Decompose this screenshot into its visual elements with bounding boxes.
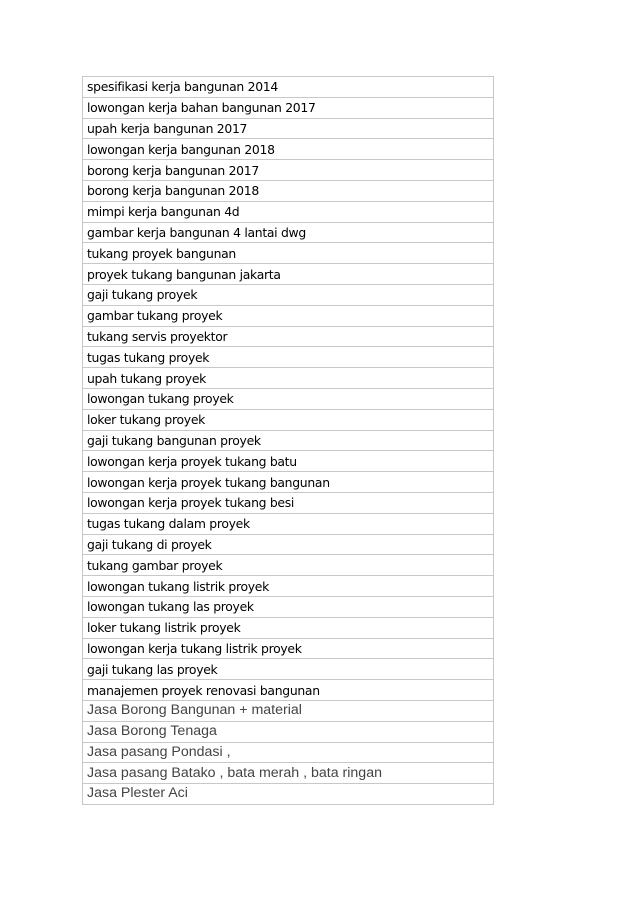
keyword-cell: lowongan kerja proyek tukang batu — [83, 451, 494, 472]
table-row — [83, 763, 494, 784]
table-row — [83, 388, 494, 409]
table-row — [83, 472, 494, 493]
keyword-cell: borong kerja bangunan 2018 — [83, 180, 494, 201]
keyword-cell: gambar kerja bangunan 4 lantai dwg — [83, 222, 494, 243]
keyword-cell: tukang gambar proyek — [83, 555, 494, 576]
service-cell: Jasa pasang Batako , bata merah , bata ringan — [83, 763, 494, 784]
keyword-cell: proyek tukang bangunan jakarta — [83, 264, 494, 285]
keyword-cell: borong kerja bangunan 2017 — [83, 160, 494, 181]
keyword-cell: lowongan tukang proyek — [83, 388, 494, 409]
table-row — [83, 492, 494, 513]
table-row — [83, 617, 494, 638]
table-row — [83, 160, 494, 181]
keyword-cell: lowongan kerja proyek tukang besi — [83, 492, 494, 513]
keyword-cell: gaji tukang las proyek — [83, 659, 494, 680]
service-cell: Jasa Plester Aci — [83, 784, 494, 805]
keyword-cell: lowongan kerja proyek tukang bangunan — [83, 472, 494, 493]
table-row — [83, 347, 494, 368]
table-row — [83, 534, 494, 555]
table-row — [83, 118, 494, 139]
keyword-cell: lowongan kerja bahan bangunan 2017 — [83, 97, 494, 118]
table-row — [83, 222, 494, 243]
table-row — [83, 264, 494, 285]
table-row — [83, 576, 494, 597]
table-row — [83, 97, 494, 118]
keyword-cell: tugas tukang proyek — [83, 347, 494, 368]
keyword-cell: lowongan kerja bangunan 2018 — [83, 139, 494, 160]
table-row — [83, 409, 494, 430]
keyword-cell: mimpi kerja bangunan 4d — [83, 201, 494, 222]
keyword-cell: spesifikasi kerja bangunan 2014 — [83, 77, 494, 98]
service-cell: Jasa Borong Bangunan + material — [83, 700, 494, 721]
table-row — [83, 742, 494, 763]
keyword-cell: upah tukang proyek — [83, 368, 494, 389]
table-row — [83, 680, 494, 701]
table-row — [83, 77, 494, 98]
keyword-cell: tugas tukang dalam proyek — [83, 513, 494, 534]
table-row — [83, 638, 494, 659]
table-row — [83, 180, 494, 201]
keyword-table — [82, 76, 494, 805]
table-row — [83, 784, 494, 805]
table-row — [83, 326, 494, 347]
keyword-cell: lowongan tukang listrik proyek — [83, 576, 494, 597]
table-row — [83, 555, 494, 576]
keyword-table-body — [83, 77, 494, 805]
keyword-cell: loker tukang listrik proyek — [83, 617, 494, 638]
keyword-cell: gaji tukang bangunan proyek — [83, 430, 494, 451]
keyword-cell: tukang servis proyektor — [83, 326, 494, 347]
keyword-cell: lowongan kerja tukang listrik proyek — [83, 638, 494, 659]
keyword-cell: upah kerja bangunan 2017 — [83, 118, 494, 139]
keyword-cell: gaji tukang di proyek — [83, 534, 494, 555]
table-row — [83, 659, 494, 680]
table-row — [83, 305, 494, 326]
table-row — [83, 596, 494, 617]
keyword-cell: lowongan tukang las proyek — [83, 596, 494, 617]
table-row — [83, 139, 494, 160]
table-row — [83, 368, 494, 389]
table-row — [83, 513, 494, 534]
keyword-cell: loker tukang proyek — [83, 409, 494, 430]
table-row — [83, 721, 494, 742]
table-row — [83, 451, 494, 472]
service-cell: Jasa Borong Tenaga — [83, 721, 494, 742]
table-row — [83, 700, 494, 721]
table-row — [83, 243, 494, 264]
keyword-cell: tukang proyek bangunan — [83, 243, 494, 264]
keyword-cell: gaji tukang proyek — [83, 284, 494, 305]
table-row — [83, 430, 494, 451]
table-row — [83, 284, 494, 305]
table-row — [83, 201, 494, 222]
keyword-cell: manajemen proyek renovasi bangunan — [83, 680, 494, 701]
keyword-cell: gambar tukang proyek — [83, 305, 494, 326]
service-cell: Jasa pasang Pondasi , — [83, 742, 494, 763]
